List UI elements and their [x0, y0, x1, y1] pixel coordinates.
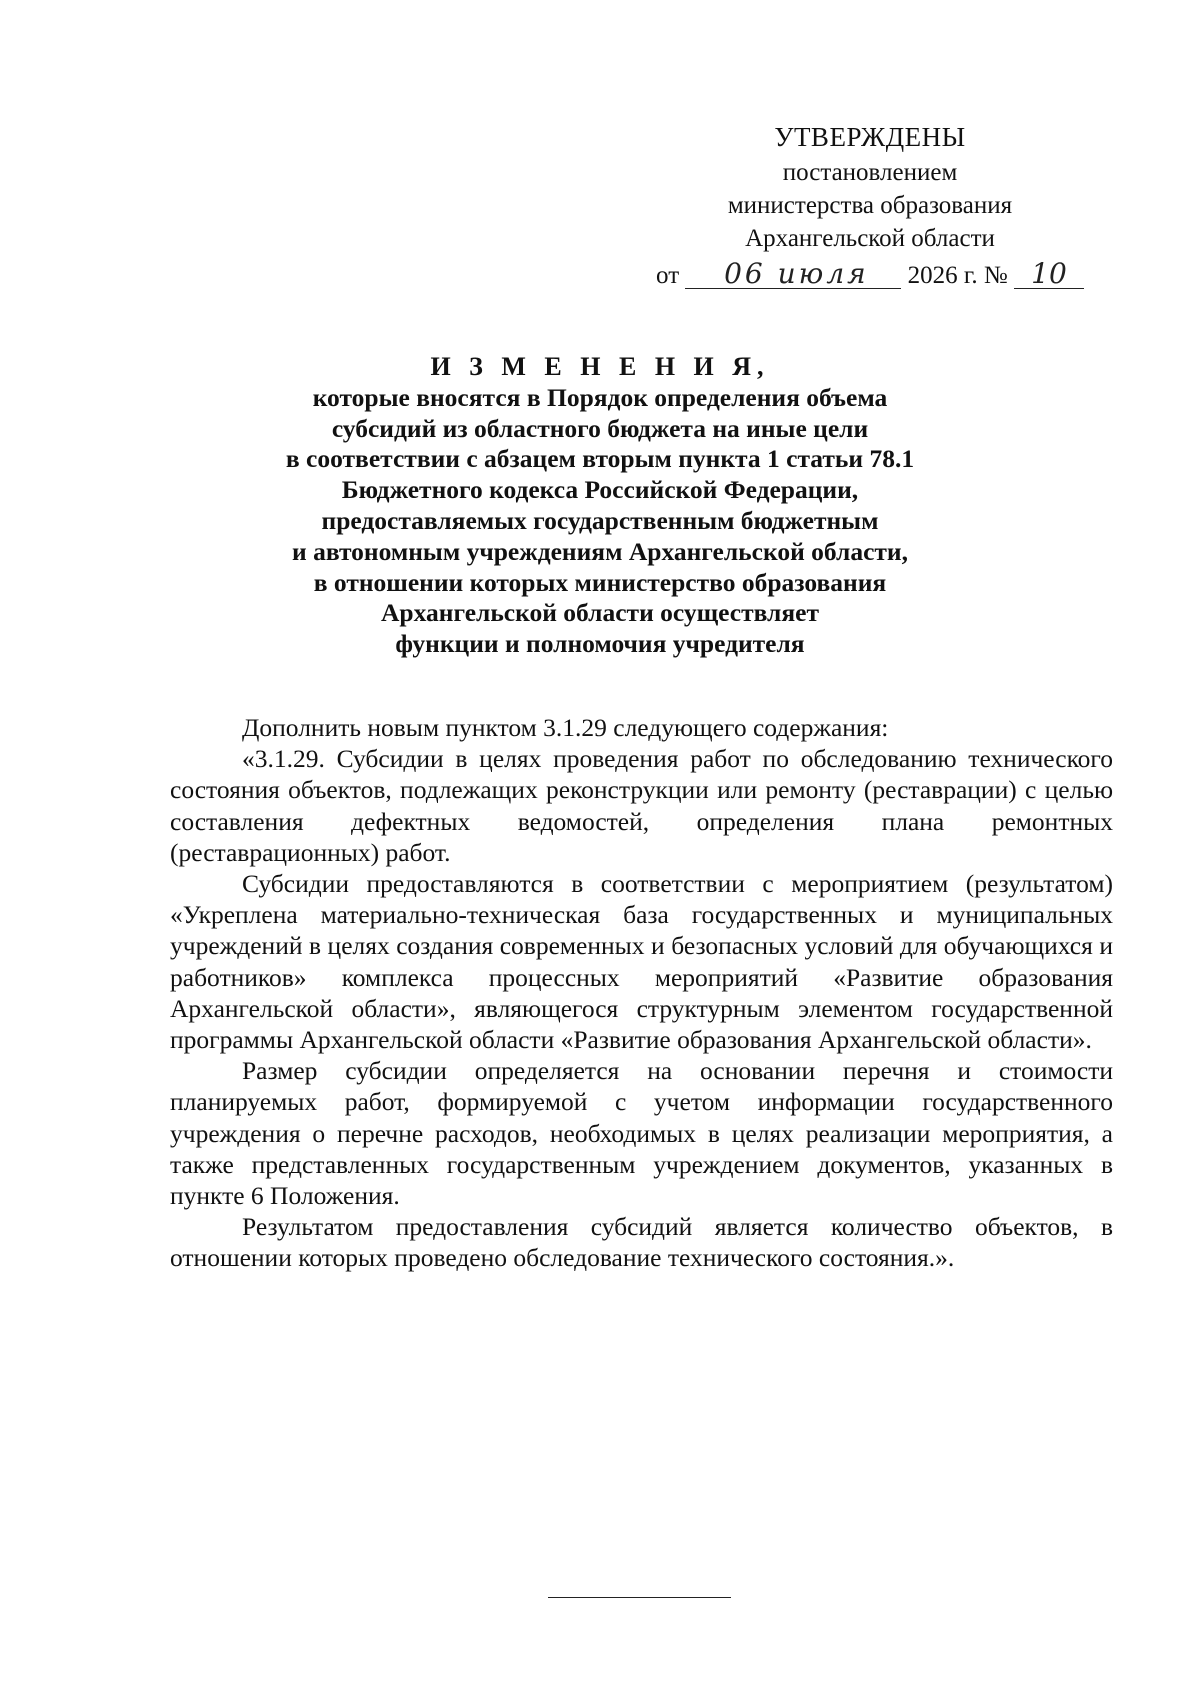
body-paragraph: Размер субсидии определяется на основании перечня и стоимости планируемых работ, формируемой с учетом информации государственного учреждения о перечне расходов, необходимых в целях реализации мероприятия, а также представленных государственным учреждением документов, указанных в пункте 6 Положения. [170, 1056, 1113, 1211]
title-line: в соответствии с абзацем вторым пункта 1 статьи 78.1 [285, 444, 915, 474]
year-number-label: 2026 г. № [907, 262, 1008, 289]
title-line: Архангельской области осуществляет [381, 598, 819, 628]
closing-separator-line [548, 1597, 731, 1598]
date-prefix: от [656, 262, 680, 289]
document-title [150, 352, 1050, 660]
title-line: и автономным учреждениям Архангельской области, [292, 536, 908, 566]
approval-line: министерства образования [727, 192, 1013, 219]
body-paragraph: Субсидии предоставляются в соответствии с мероприятием (результатом) «Укреплена материально-техническая база государственных и муниципальных учреждений в целях создания современных и безопасных условий для обучающихся и работников» комплекса процессных мероприятий «Развитие образования Архангельской области», являющегося структурным элементом государственной программы Архангельской области «Развитие образования Архангельской области». [170, 869, 1113, 1055]
title-main: И З М Е Н Е Н И Я, [430, 352, 770, 381]
document-body [170, 712, 1113, 1274]
body-paragraph: Результатом предоставления субсидий является количество объектов, в отношении которых проведено обследование технического состояния.». [170, 1212, 1113, 1273]
handwritten-number: 10 [1014, 260, 1084, 289]
handwritten-date: 06 июля [685, 260, 901, 289]
approval-word: УТВЕРЖДЕНЫ [774, 122, 966, 152]
title-line: функции и полномочия учредителя [395, 629, 805, 659]
title-line: которые вносятся в Порядок определения объема [312, 382, 888, 412]
body-paragraph: «3.1.29. Субсидии в целях проведения работ по обследованию технического состояния объектов, подлежащих реконструкции или ремонту (реставрации) с целью составления дефектных ведомостей, определения плана ремонтных (реставрационных) работ. [170, 744, 1113, 867]
approval-date-line [640, 257, 1100, 295]
approval-stamp [640, 118, 1100, 295]
title-line: в отношении которых министерство образования [313, 567, 887, 597]
title-line: Бюджетного кодекса Российской Федерации, [341, 475, 859, 505]
approval-line: постановлением [782, 159, 958, 186]
body-paragraph: Дополнить новым пунктом 3.1.29 следующего содержания: [242, 713, 889, 742]
title-line: субсидий из областного бюджета на иные цели [331, 413, 869, 443]
approval-line: Архангельской области [745, 225, 995, 252]
title-line: предоставляемых государственным бюджетным [321, 505, 879, 535]
